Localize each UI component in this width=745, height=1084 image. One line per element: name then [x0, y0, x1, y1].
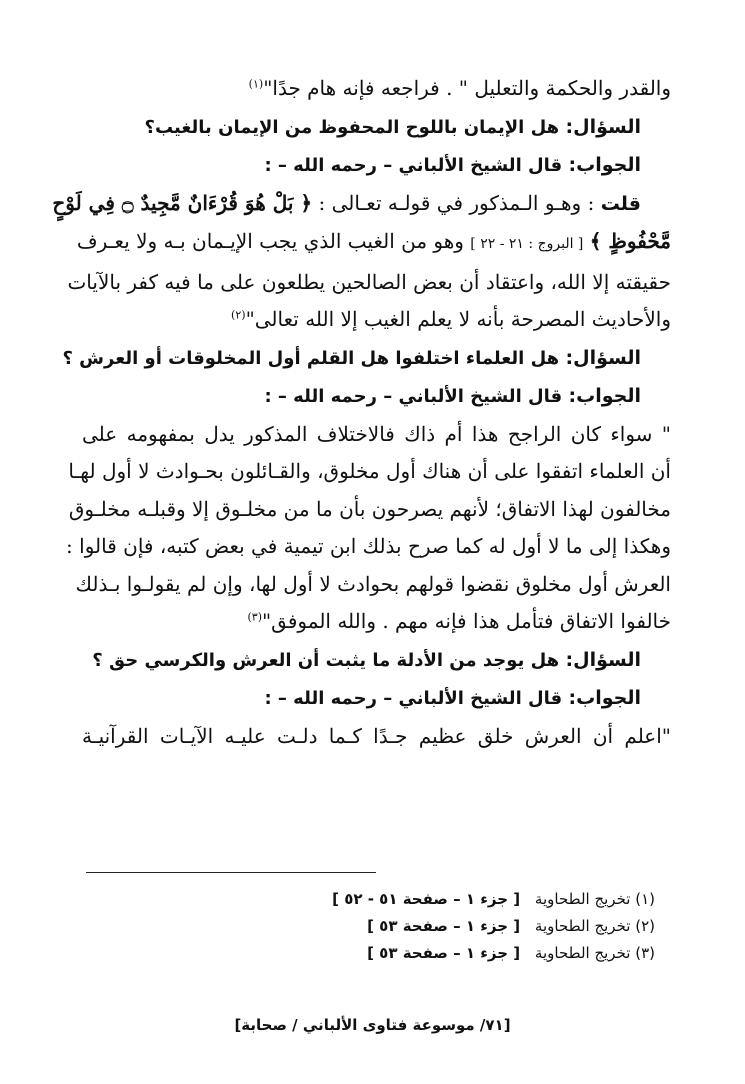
text-line: مَّحْفُوظٍ ﴾ [ البروج : ٢١ - ٢٢ ] وهو من الغيب الذي يجب الإيـمان بـه ولا يعـرف: [76, 229, 671, 253]
question-label: السؤال:: [565, 648, 641, 671]
main-text: [52, 70, 671, 755]
text-line: وهكذا إلى ما لا أول له كما صرح بذلك ابن تيمية في بعض كتبه، فإن قالوا :: [66, 534, 671, 558]
quran-verse: ﴿ بَلْ هُوَ قُرْءَانٌ مَّجِيدٌ ۝ فِي لَوْحٍ: [52, 190, 313, 215]
question-text: هل يوجد من الأدلة ما يثبت أن العرش والكرسي حق ؟: [92, 649, 560, 671]
answer-1: [82, 146, 671, 185]
question-3: [82, 641, 671, 680]
text-line: والأحاديث المصرحة بأنه لا يعلم الغيب إلا الله تعالى"$^{(٢)}$: [231, 307, 671, 331]
footnote-item: (٢) تخريج الطحاوية [ جزء ١ – صفحة ٥٣ ]: [367, 917, 655, 935]
text-line: خالفوا الاتفاق فتأمل هذا فإنه مهم . والله الموفق"$^{(٣)}$: [247, 609, 671, 633]
answer-3: [82, 679, 671, 718]
answer-text: قال الشيخ الألباني – رحمه الله – :: [264, 155, 563, 176]
question-2: [62, 339, 671, 378]
footnote-item: (١) تخريج الطحاوية [ جزء ١ – صفحة ٥١ - ٥٢ ]: [332, 890, 655, 908]
text-line: أن العلماء اتفقوا على أن هناك أول مخلوق، والقـائلون بحـوادث لا أول لهـا: [68, 459, 671, 483]
text-line: العرش أول مخلوق نقضوا قولهم بحوادث لا أول لها، وإن لم يقولـوا بـذلك: [75, 571, 671, 596]
text-line: مخالفون لهذا الاتفاق؛ لأنهم يصرحون بأن ما من مخلـوق إلا وقبلـه مخلـوق: [68, 496, 671, 521]
qult-label: قلت: [600, 192, 641, 215]
answer-label: الجواب:: [568, 385, 641, 407]
answer-label: الجواب:: [568, 687, 641, 709]
text-line: "اعلم أن العرش خلق عظيم جـدًا كـما دلـت عليـه الآيـات القرآنيـة: [82, 723, 671, 748]
quran-verse-end: مَّحْفُوظٍ ﴾: [589, 229, 671, 253]
footnote-item: (٣) تخريج الطحاوية [ جزء ١ – صفحة ٥٣ ]: [367, 944, 655, 962]
answer-label: الجواب:: [568, 154, 641, 176]
answer-text: قال الشيخ الألباني – رحمه الله – :: [264, 688, 563, 709]
footnote-divider: [86, 872, 376, 873]
quran-citation: [ البروج : ٢١ - ٢٢ ]: [470, 236, 584, 252]
footnote-ref: (٣): [247, 610, 262, 624]
text-line: " سواء كان الراجح هذا أم ذاك فالاختلاف المذكور يدل بمفهومه على: [82, 421, 671, 446]
question-text: هل العلماء اختلفوا هل القلم أول المخلوقات أو العرش ؟: [62, 347, 560, 369]
question-1: [82, 108, 671, 147]
footnote-ref: (٢): [231, 308, 246, 322]
question-label: السؤال:: [565, 346, 641, 369]
footnote-ref: (١): [248, 77, 264, 91]
footnotes: [332, 886, 655, 967]
answer-2: [82, 377, 671, 416]
answer-text: قال الشيخ الألباني – رحمه الله – :: [264, 386, 563, 407]
question-text: هل الإيمان باللوح المحفوظ من الإيمان بالغيب؟: [144, 116, 560, 138]
text-line: حقيقته إلا الله، واعتقاد أن بعض الصالحين يطلعون على ما فيه كفر بالآيات: [67, 269, 671, 294]
text-line: والقدر والحكمة والتعليل " . فراجعه فإنه هام جدًا"$^{(١)}$: [248, 76, 671, 100]
text-line: قلت : وهـو الـمذكور في قولـه تعـالى : ﴿ بَلْ هُوَ قُرْءَانٌ مَّجِيدٌ ۝ فِي لَوْحٍ: [52, 190, 641, 215]
page-footer: [٧١/ موسوعة فتاوى الألباني / صحابة]: [234, 1016, 511, 1034]
question-label: السؤال:: [565, 115, 641, 138]
